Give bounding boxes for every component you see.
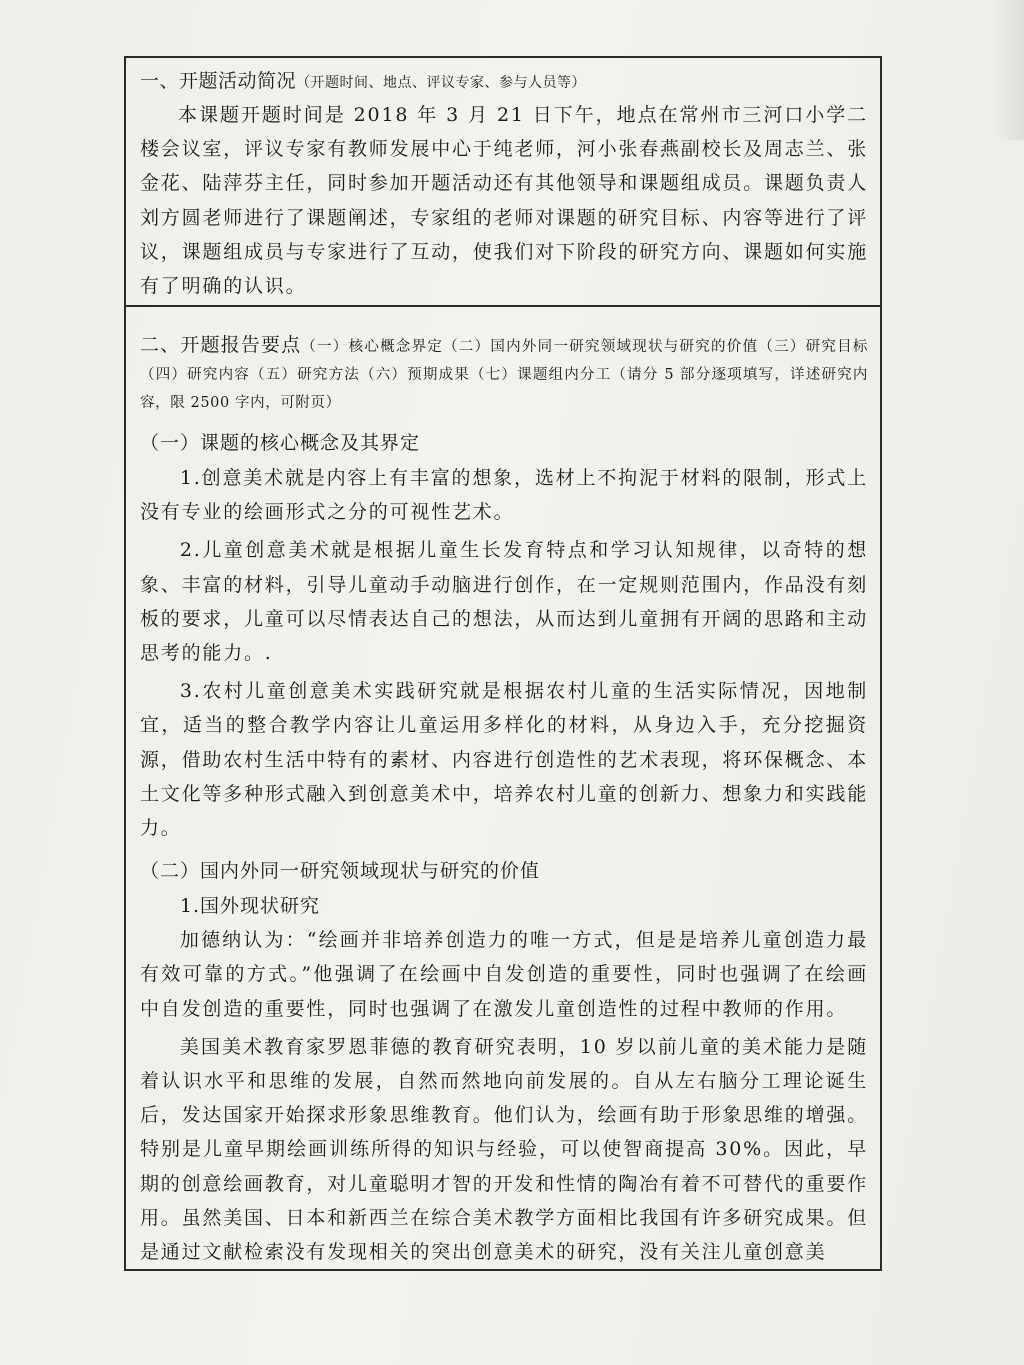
section-opening-activity	[126, 58, 880, 307]
section1-heading	[140, 66, 868, 98]
part2-paragraph-2: 美国美术教育家罗恩菲德的教育研究表明，10 岁以前儿童的美术能力是随着认识水平和思维的发展，自然而然地向前发展的。自从左右脑分工理论诞生后，发达国家开始探求形象思维教育。他们认为，绘画有助于形象思维的增强。特别是儿童早期绘画训练所得的知识与经验，可以使智商提高 30%。因此，早期的创意绘画教育，对儿童聪明才智的开发和性情的陶冶有着不可替代的重要作用。虽然美国、日本和新西兰在综合美术教学方面相比我国有许多研究成果。但是通过文献检索没有发现相关的突出创意美术的研究，没有关注儿童创意美	[140, 1035, 869, 1264]
part1-paragraph-1: 1.创意美术就是内容上有丰富的想象，选材上不拘泥于材料的限制，形式上没有专业的绘画形式之分的可视性艺术。	[140, 467, 868, 524]
part1-title: （一）课题的核心概念及其界定	[140, 432, 421, 454]
part2-item1-title: 1.国外现状研究	[179, 895, 321, 918]
part1-paragraph-2: 2.儿童创意美术就是根据儿童生长发育特点和学习认知规律，以奇特的想象、丰富的材料，引导儿童动手动脑进行创作，在一定规则范围内，作品没有刻板的要求，儿童可以尽情表达自己的想法，从而达到儿童拥有开阔的思路和主动思考的能力。.	[140, 539, 869, 665]
section-report-points	[126, 307, 880, 1269]
section2-title: 二、开题报告要点	[140, 334, 302, 356]
section1-note: （开题时间、地点、评议专家、参与人员等）	[296, 75, 587, 91]
part2-paragraph-1: 加德纳认为：“绘画并非培养创造力的唯一方式，但是是培养儿童创造力最有效可靠的方式。”他强调了在绘画中自发创造的重要性，同时也强调了在绘画中自发创造的重要性，同时也强调了在激发儿童创造性的过程中教师的作用。	[140, 929, 868, 1020]
section1-title: 一、开题活动简况	[140, 70, 297, 92]
section2-heading	[140, 331, 868, 417]
part1-paragraph-3: 3.农村儿童创意美术实践研究就是根据农村儿童的生活实际情况，因地制宜，适当的整合教学内容让儿童运用多样化的材料，从身边入手，充分挖掘资源，借助农村生活中特有的素材、内容进行创造性的艺术表现，将环保概念、本土文化等多种形式融入到创意美术中，培养农村儿童的创新力、想象力和实践能力。	[140, 680, 869, 840]
section1-body: 本课题开题时间是 2018 年 3 月 21 日下午，地点在常州市三河口小学二楼会议室，评议专家有教师发展中心于纯老师，河小张春燕副校长及周志兰、张金花、陆萍芬主任，同时参加开题活动还有其他领导和课题组成员。课题负责人刘方圆老师进行了课题阐述，专家组的老师对课题的研究目标、内容等进行了评议，课题组成员与专家进行了互动，使我们对下阶段的研究方向、课题如何实施有了明确的认识。	[140, 104, 869, 298]
report-form-table	[124, 56, 882, 1271]
part2-title: （二）国内外同一研究领域现状与研究的价值	[140, 860, 541, 883]
page-shadow	[994, 0, 1024, 140]
section2-note: （一）核心概念界定（二）国内外同一研究领域现状与研究的价值（三）研究目标（四）研究内容（五）研究方法（六）预期成果（七）课题组内分工（请分 5 部分逐项填写，详述研究内容，限 2500 字内，可附页）	[140, 339, 868, 411]
